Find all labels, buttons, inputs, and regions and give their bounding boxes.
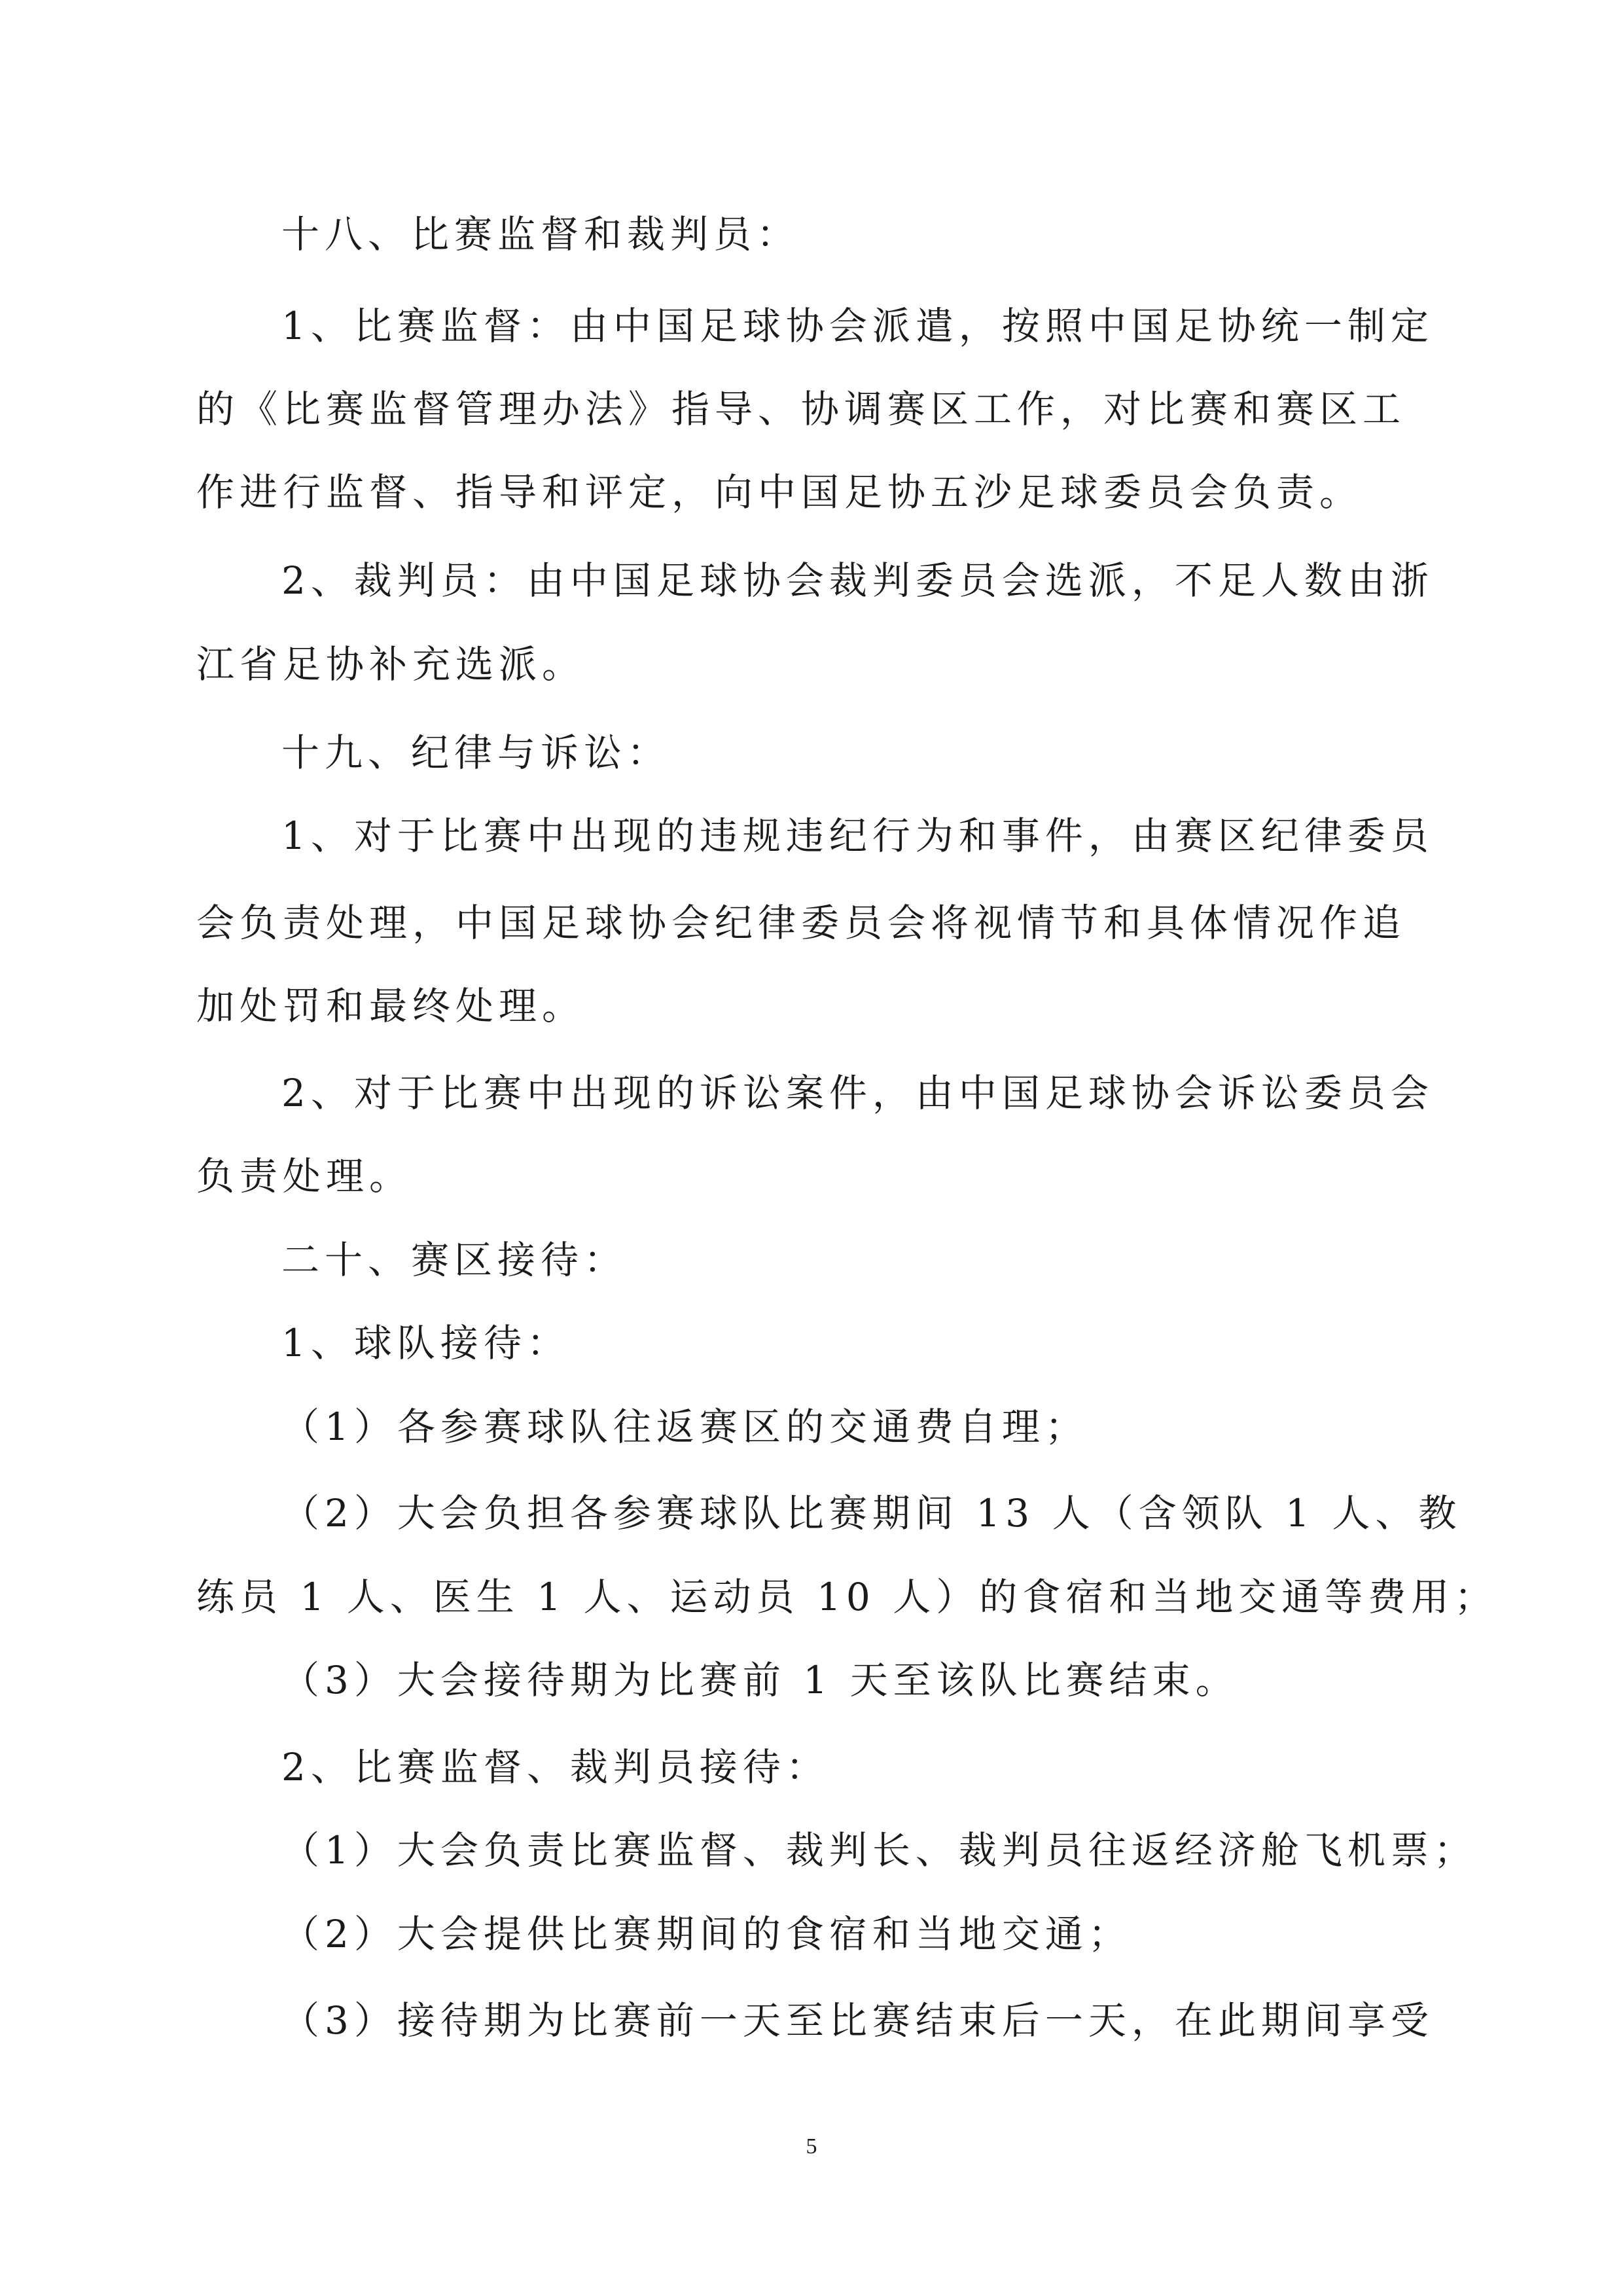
paragraph-line: 1、对于比赛中出现的违规违纪行为和事件，由赛区纪律委员 (281, 814, 1434, 858)
paragraph-line: 的《比赛监督管理办法》指导、协调赛区工作，对比赛和赛区工 (196, 387, 1406, 431)
list-item: （1）大会负责比赛监督、裁判长、裁判员往返经济舱飞机票； (281, 1828, 1477, 1873)
paragraph-line: 江省足协补充选派。 (196, 642, 586, 687)
paragraph-line: 作进行监督、指导和评定，向中国足协五沙足球委员会负责。 (196, 470, 1363, 514)
paragraph-line: 2、对于比赛中出现的诉讼案件，由中国足球协会诉讼委员会 (281, 1071, 1434, 1115)
paragraph-line: 1、比赛监督：由中国足球协会派遣，按照中国足协统一制定 (281, 304, 1434, 348)
list-item: （2）大会负担各参赛球队比赛期间 13 人（含领队 1 人、教 (281, 1491, 1462, 1535)
subsection-heading: 1、球队接待： (281, 1321, 570, 1365)
paragraph-line: 练员 1 人、医生 1 人、运动员 10 人）的食宿和当地交通等费用； (196, 1575, 1498, 1619)
section-heading-18: 十八、比赛监督和裁判员： (281, 212, 800, 257)
section-heading-19: 十九、纪律与诉讼： (281, 730, 671, 775)
list-item: （2）大会提供比赛期间的食宿和当地交通； (281, 1912, 1132, 1956)
list-item: （3）接待期为比赛前一天至比赛结束后一天，在此期间享受 (281, 1998, 1434, 2043)
subsection-heading: 2、比赛监督、裁判员接待： (281, 1745, 829, 1789)
paragraph-line: 负责处理。 (196, 1154, 413, 1198)
paragraph-line: 加处罚和最终处理。 (196, 984, 586, 1028)
list-item: （3）大会接待期为比赛前 1 天至该队比赛结束。 (281, 1658, 1239, 1702)
page-number: 5 (806, 2134, 817, 2159)
paragraph-line: 会负责处理，中国足球协会纪律委员会将视情节和具体情况作追 (196, 901, 1406, 945)
paragraph-line: 2、裁判员：由中国足球协会裁判委员会选派，不足人数由浙 (281, 558, 1434, 603)
list-item: （1）各参赛球队往返赛区的交通费自理； (281, 1405, 1088, 1449)
section-heading-20: 二十、赛区接待： (281, 1238, 628, 1282)
